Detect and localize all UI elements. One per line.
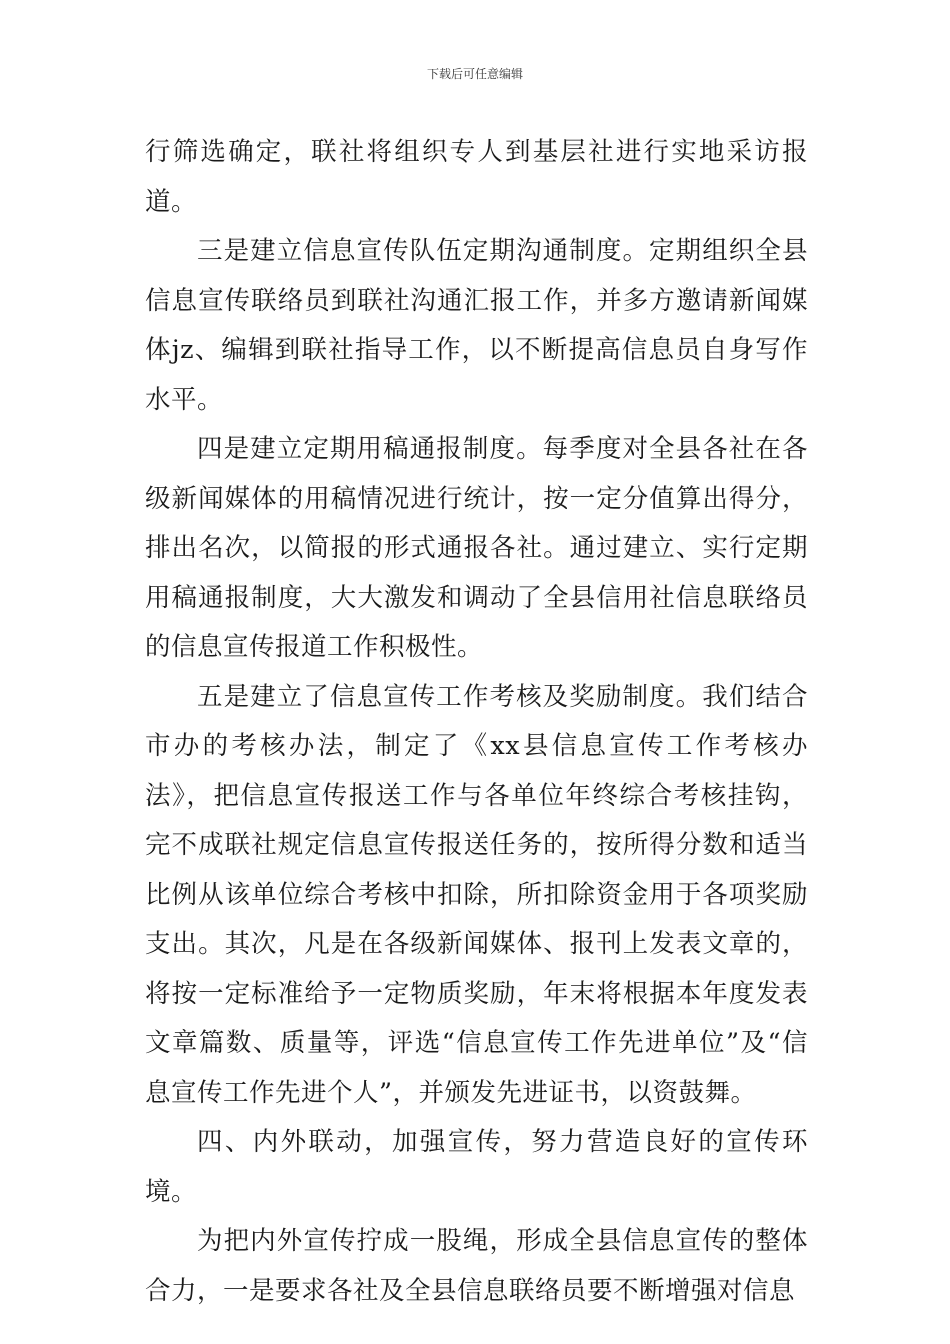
paragraph: 为把内外宣传拧成一股绳，形成全县信息宣传的整体合力，一是要求各社及全县信息联络员要不断增强对信息 bbox=[145, 1226, 808, 1306]
page-header: 下载后可任意编辑 bbox=[426, 67, 523, 81]
section-heading: 四、内外联动，加强宣传，努力营造良好的宣传环境。 bbox=[145, 1127, 808, 1207]
paragraph: 行筛选确定，联社将组织专人到基层社进行实地采访报道。 bbox=[145, 137, 808, 217]
paragraph: 四是建立定期用稿通报制度。每季度对全县各社在各级新闻媒体的用稿情况进行统计，按一定分值算出得分，排出名次，以简报的形式通报各社。通过建立、实行定期用稿通报制度，大大激发和调动了全县信用社信息联络员的信息宣传报道工作积极性。 bbox=[145, 434, 808, 662]
paragraph: 三是建立信息宣传队伍定期沟通制度。定期组织全县信息宣传联络员到联社沟通汇报工作，并多方邀请新闻媒体jz、编辑到联社指导工作，以不断提高信息员自身写作水平。 bbox=[145, 236, 808, 415]
paragraph: 五是建立了信息宣传工作考核及奖励制度。我们结合市办的考核办法，制定了《xx县信息宣传工作考核办法》，把信息宣传报送工作与各单位年终综合考核挂钩，完不成联社规定信息宣传报送任务的，按所得分数和适当比例从该单位综合考核中扣除，所扣除资金用于各项奖励支出。其次，凡是在各级新闻媒体、报刊上发表文章的，将按一定标准给予一定物质奖励，年末将根据本年度发表文章篇数、质量等，评选“信息宣传工作先进单位”及“信息宣传工作先进个人”，并颁发先进证书，以资鼓舞。 bbox=[145, 681, 808, 1108]
document-body bbox=[145, 128, 808, 1316]
